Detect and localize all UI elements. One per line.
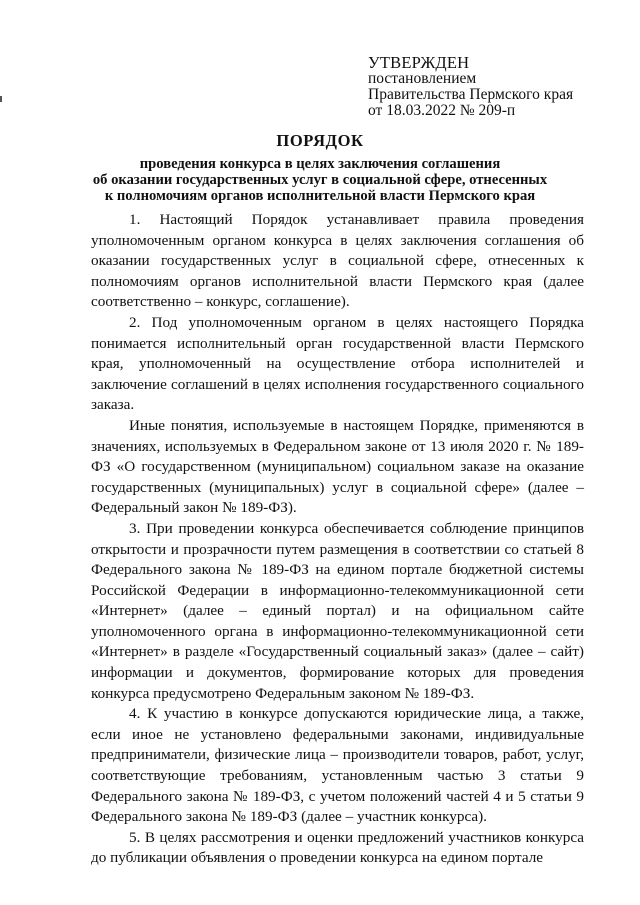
paragraph-4: 4. К участию в конкурсе допускаются юридические лица, а также, если иное не установлено федеральными законами, индивидуальные предприниматели, физические лица – производители товаров, работ, услуг, соответствующие требованиям, установленным частью 3 статьи 9 Федерального закона № 189-ФЗ, с учетом положений частей 4 и 5 статьи 9 Федерального закона № 189-ФЗ (далее – участник конкурса). (91, 705, 584, 826)
paragraph-2: 2. Под уполномоченным органом в целях настоящего Порядка понимается исполнительный орган государственной власти Пермского края, уполномоченный на осуществление отбора исполнителей и заключение соглашений в целях исполнения государственного социального заказа. (91, 313, 584, 414)
approval-heading: УТВЕРЖДЕН (368, 53, 470, 72)
paragraph-2-definitions: Иные понятия, используемые в настоящем Порядке, применяются в значениях, используемых в Федеральном законе от 13 июля 2020 г. № 189-ФЗ «О государственном (муниципальном) социальном заказе на оказание государственных (муниципальных) услуг в социальной сфере» (далее – Федеральный закон № 189-ФЗ). (91, 416, 584, 517)
paragraph-1: 1. Настоящий Порядок устанавливает правила проведения уполномоченным органом конкурса в целях заключения соглашения об оказании государственных услуг в социальной сфере, отнесенных к полномочиям органов исполнительной власти Пермского края (далее соответственно – конкурс, соглашение). (91, 211, 584, 311)
document-subtitle (70, 156, 570, 204)
approval-stamp-block (368, 55, 598, 119)
scan-edge-mark (0, 96, 2, 102)
document-title: ПОРЯДОК (276, 131, 364, 150)
subtitle-line-2: об оказании государственных услуг в социальной сфере, отнесенных (92, 172, 548, 188)
paragraph-3: 3. При проведении конкурса обеспечивается соблюдение принципов открытости и прозрачности путем размещения в соответствии со статьей 8 Федерального закона № 189-ФЗ на едином портале бюджетной системы Российской Федерации в информационно-телекоммуникационной сети «Интернет» (далее – единый портал) и на официальном сайте уполномоченного органа в информационно-телекоммуникационной сети «Интернет» в разделе «Государственный социальный заказ» (далее – сайт) информации и документов, формирование которых для проведения конкурса предусмотрено Федеральным законом № 189-ФЗ. (91, 519, 584, 702)
approval-line-government: Правительства Пермского края (368, 86, 574, 103)
subtitle-line-3: к полномочиям органов исполнительной власти Пермского края (104, 188, 536, 204)
approval-line-date-number: от 18.03.2022 № 209-п (368, 102, 516, 119)
paragraph-5: 5. В целях рассмотрения и оценки предложений участников конкурса до публикации объявления о проведении конкурса на едином портале (91, 828, 584, 867)
approval-line-resolution: постановлением (368, 70, 477, 87)
document-body (91, 210, 584, 869)
subtitle-line-1: проведения конкурса в целях заключения соглашения (139, 156, 501, 172)
